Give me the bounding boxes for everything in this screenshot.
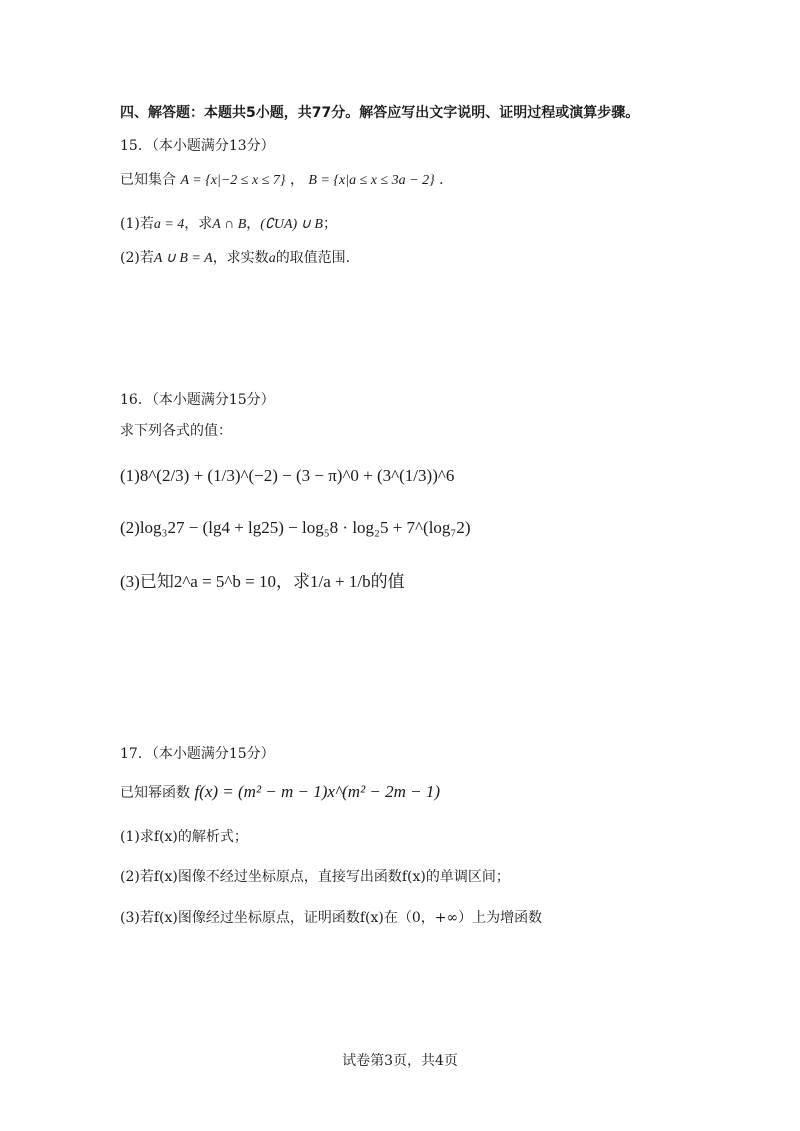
q15-intro-label: 已知集合 [120, 172, 176, 188]
page-footer: 试卷第3页，共4页 [342, 1053, 458, 1069]
q15-part1-expr2: (∁UA) ∪ B [260, 217, 323, 232]
q15-part1-sep: ， [246, 216, 261, 232]
q15-part2-mid: ，求实数 [212, 250, 269, 266]
q15-part2-cond: A ∪ B = A [153, 251, 213, 266]
q15-part1-end: ； [322, 216, 337, 232]
section-header: 四、解答题：本题共5小题，共77分。解答应写出文字说明、证明过程或演算步骤。 [120, 105, 640, 121]
q15-part1 [120, 214, 337, 235]
q16-prompt: 求下列各式的值： [120, 423, 232, 439]
q17-intro [120, 782, 440, 803]
q16-part3: (3)已知2^a = 5^b = 10，求1/a + 1/b的值 [120, 572, 405, 591]
q15-part2-end: 的取值范围. [275, 250, 351, 266]
q15-part1-expr1: A ∩ B [212, 217, 247, 232]
q15-end: ． [439, 172, 454, 188]
q15-set-a: A = {x|−2 ≤ x ≤ 7} [180, 173, 286, 188]
q16-title: 16．（本小题满分15分） [120, 392, 275, 408]
q15-part1-mid: ，求 [184, 216, 213, 232]
q17-part3: (3)若f(x)图像经过坐标原点，证明函数f(x)在（0，+∞）上为增函数 [120, 910, 543, 926]
q15-set-b: B = {x|a ≤ x ≤ 3a − 2} [308, 173, 435, 188]
q15-part2 [120, 248, 350, 269]
q17-intro-formula: f(x) = (m² − m − 1)x^(m² − 2m − 1) [194, 782, 441, 801]
q15-part1-prefix: (1)若 [120, 216, 154, 232]
q15-part2-prefix: (2)若 [120, 250, 154, 266]
q15-sep: ， [289, 172, 304, 188]
q15-part2-var: a [268, 251, 276, 266]
q17-title: 17．（本小题满分15分） [120, 746, 275, 762]
q17-part2: (2)若f(x)图像不经过坐标原点，直接写出函数f(x)的单调区间； [120, 869, 510, 885]
q16-part2: (2)log₃27 − (lg4 + lg25) − log₅8 · log₂5 + 7^(log₇2) [120, 518, 471, 537]
q15-part1-cond: a = 4 [153, 217, 185, 232]
q15-title: 15．（本小题满分13分） [120, 138, 275, 154]
q15-intro [120, 170, 453, 191]
q17-part1: (1)求f(x)的解析式； [120, 829, 248, 845]
q17-intro-label: 已知幂函数 [120, 785, 190, 801]
q16-part1: (1)8^(2/3) + (1/3)^(−2) − (3 − π)^0 + (3^(1/3))^6 [120, 466, 455, 485]
